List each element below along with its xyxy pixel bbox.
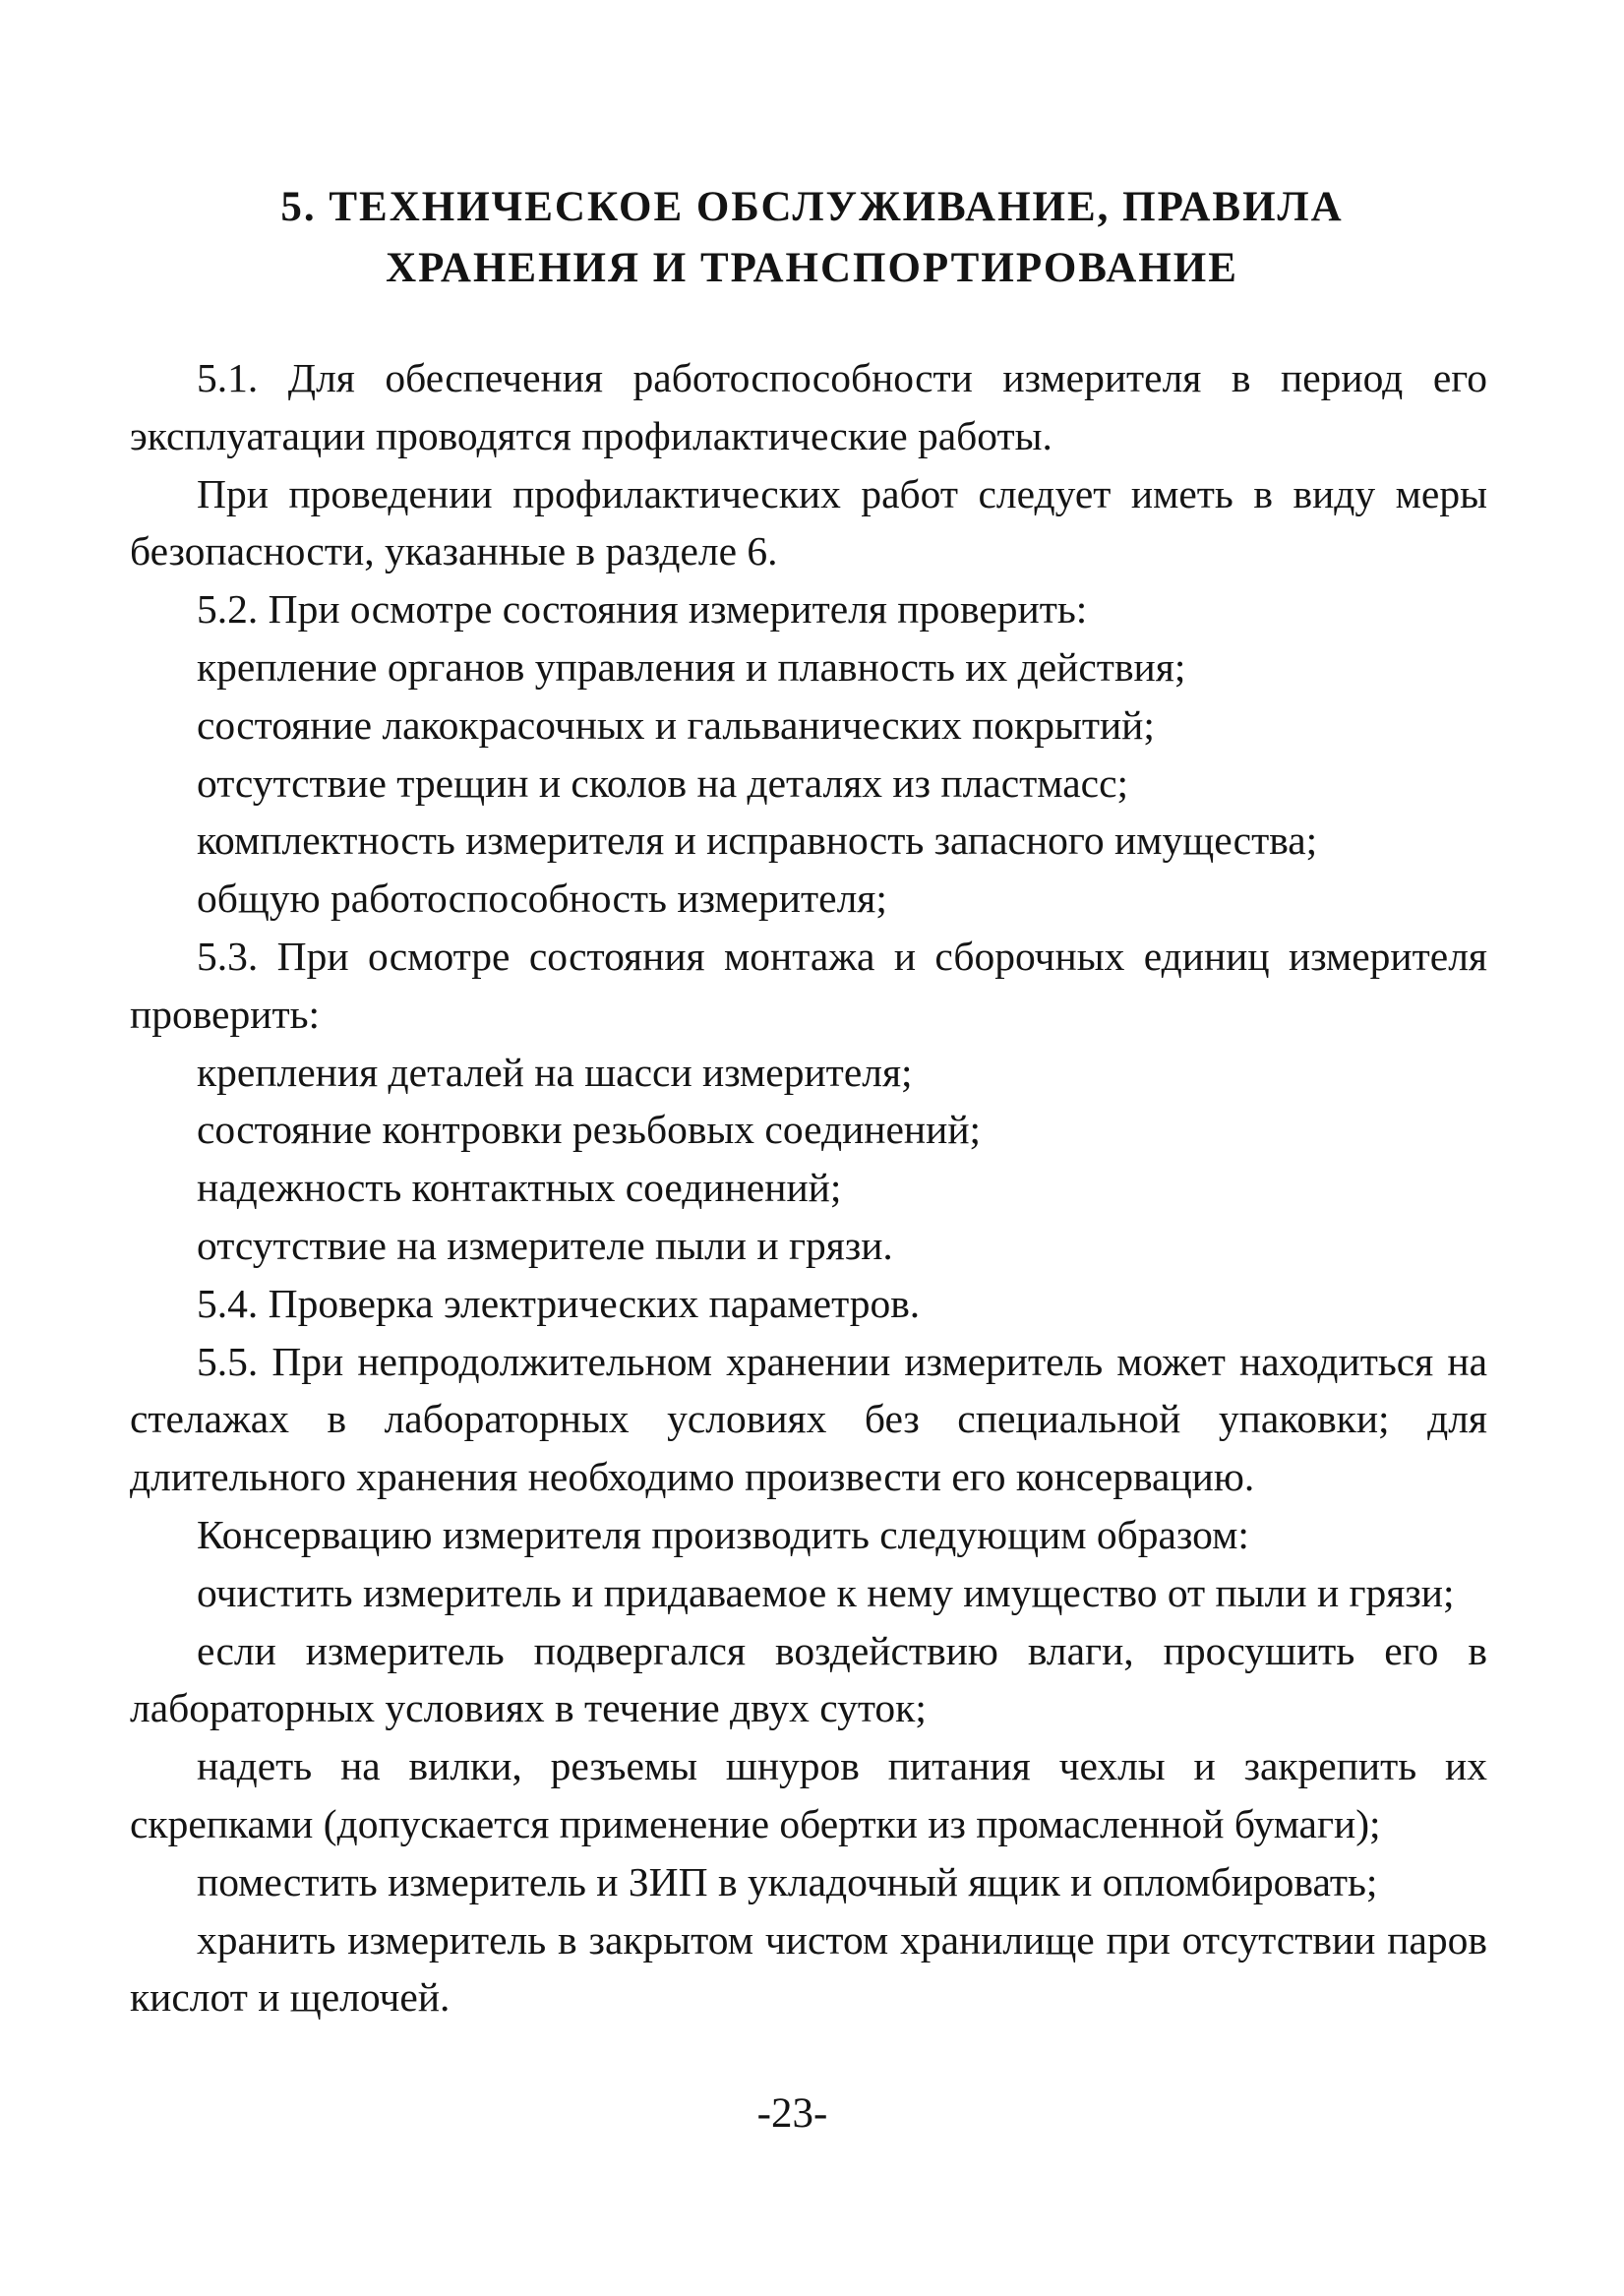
check-item: надежность контактных соединений; [197,1165,842,1211]
paragraph-5-3: 5.3. При осмотре состояния монтажа и сборочных единиц измерителя проверить: [130,933,1487,1037]
check-item: крепления деталей на шасси измерителя; [197,1049,913,1095]
paragraph-5-5: 5.5. При непродолжительном хранении измеритель может находиться на стелажах в лабораторных условиях без специальной упаковки; для длительного хранения необходимо произвести его консервацию. [130,1338,1487,1500]
conservation-step: очистить измеритель и придаваемое к нему имущество от пыли и грязи; [197,1569,1455,1615]
section-heading-line-1: 5. ТЕХНИЧЕСКОЕ ОБСЛУЖИВАНИЕ, ПРАВИЛА [280,184,1344,230]
paragraph-5-1: 5.1. Для обеспечения работоспособности измерителя в период его эксплуатации проводятся профилактические работы. [130,355,1487,458]
paragraph-5-4: 5.4. Проверка электрических параметров. [197,1280,921,1326]
paragraph-conservation-intro: Консервацию измерителя производить следующим образом: [197,1511,1249,1557]
check-item: состояние контровки резьбовых соединений; [197,1107,982,1153]
conservation-step: поместить измеритель и ЗИП в укладочный ящик и опломбировать; [197,1858,1378,1904]
paragraph-5-2: 5.2. При осмотре состояния измерителя проверить: [197,586,1088,633]
check-item: состояние лакокрасочных и гальванических покрытий; [197,701,1155,748]
conservation-step: хранить измеритель в закрытом чистом хранилище при отсутствии паров кислот и щелочей. [130,1916,1487,2021]
check-item: отсутствие трещин и сколов на деталях из пластмасс; [197,759,1129,806]
section-heading-line-2: ХРАНЕНИЯ И ТРАНСПОРТИРОВАНИЕ [386,245,1238,291]
conservation-step: надеть на вилки, резъемы шнуров питания чехлы и закрепить их скрепками (допускается применение обертки из промасленной бумаги); [130,1743,1487,1846]
page-number [0,2085,1624,2143]
section-body [130,349,1487,2026]
page-number-text: -23- [756,2090,828,2137]
conservation-step: если измеритель подвергался воздействию влаги, просушить его в лабораторных условиях в течение двух суток; [130,1627,1487,1731]
check-item: общую работоспособность измерителя; [197,876,887,922]
check-item: комплектность измерителя и исправность запасного имущества; [197,817,1318,864]
paragraph-safety-note: При проведении профилактических работ следует иметь в виду меры безопасности, указанные в разделе 6. [130,470,1487,574]
check-item: отсутствие на измерителе пыли и грязи. [197,1222,893,1268]
section-heading [0,177,1624,299]
check-item: крепление органов управления и плавность их действия; [197,643,1186,690]
